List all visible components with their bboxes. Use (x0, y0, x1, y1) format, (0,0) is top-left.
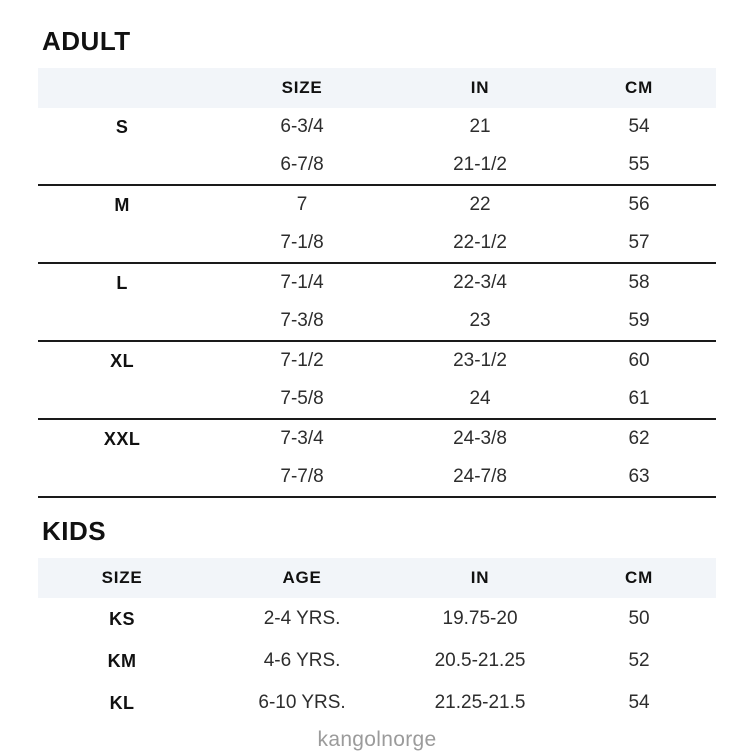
size-group-label: XL (110, 350, 135, 371)
size-group-label: M (114, 194, 130, 215)
column-header-in: IN (398, 68, 562, 108)
table-row (38, 682, 716, 724)
table-row (38, 108, 716, 146)
inches-cell: 24-7/8 (398, 458, 562, 497)
column-header-size: SIZE (206, 68, 398, 108)
column-header-age: AGE (206, 558, 398, 598)
cm-cell: 55 (562, 146, 716, 185)
size-group-label: XXL (103, 428, 141, 449)
table-row (38, 419, 716, 458)
hat-size-cell: 6-3/4 (280, 116, 324, 137)
size-group-label (38, 302, 206, 341)
adult-section-title: ADULT (42, 26, 131, 56)
hat-size-cell: 7 (296, 194, 308, 215)
kids-size-label: KS (109, 608, 136, 629)
inches-cell: 23-1/2 (453, 350, 507, 371)
size-group-label (38, 224, 206, 263)
hat-size-cell: 7-3/4 (280, 428, 324, 449)
cm-cell: 50 (628, 608, 650, 629)
table-row (38, 224, 716, 263)
adult-size-table (38, 68, 716, 498)
hat-size-cell: 7-1/2 (280, 350, 324, 371)
size-group-label: S (115, 116, 129, 137)
footer-brand: kangolnorge (317, 728, 437, 751)
inches-cell: 21.25-21.5 (434, 692, 526, 713)
inches-cell: 21 (469, 116, 491, 137)
cm-cell: 54 (628, 116, 650, 137)
inches-cell: 24-3/8 (453, 428, 507, 449)
column-header-cm: CM (562, 558, 716, 598)
table-row (38, 380, 716, 419)
inches-cell: 24 (398, 380, 562, 419)
table-row (38, 640, 716, 682)
cm-cell: 59 (562, 302, 716, 341)
table-row (38, 185, 716, 224)
size-group-label (38, 380, 206, 419)
size-group-label (38, 146, 206, 185)
hat-size-cell: 7-1/8 (206, 224, 398, 263)
size-group-label (38, 458, 206, 497)
inches-cell: 23 (398, 302, 562, 341)
kids-header-row (38, 558, 716, 598)
hat-size-cell: 7-7/8 (206, 458, 398, 497)
cm-cell: 61 (562, 380, 716, 419)
age-cell: 2-4 YRS. (263, 608, 341, 629)
kids-size-label: KM (107, 650, 137, 671)
column-header-blank (38, 68, 206, 108)
inches-cell: 19.75-20 (442, 608, 518, 629)
cm-cell: 54 (628, 692, 650, 713)
cm-cell: 62 (628, 428, 650, 449)
cm-cell: 58 (628, 272, 650, 293)
hat-size-cell: 6-7/8 (206, 146, 398, 185)
table-row (38, 302, 716, 341)
table-row (38, 263, 716, 302)
cm-cell: 60 (628, 350, 650, 371)
kids-size-table (38, 558, 716, 724)
cm-cell: 52 (628, 650, 650, 671)
hat-size-cell: 7-3/8 (206, 302, 398, 341)
cm-cell: 56 (628, 194, 650, 215)
kids-section-title: KIDS (42, 516, 107, 546)
inches-cell: 20.5-21.25 (434, 650, 526, 671)
hat-size-cell: 7-5/8 (206, 380, 398, 419)
inches-cell: 21-1/2 (398, 146, 562, 185)
adult-header-row (38, 68, 716, 108)
cm-cell: 63 (562, 458, 716, 497)
age-cell: 4-6 YRS. (263, 650, 341, 671)
hat-size-cell: 7-1/4 (280, 272, 324, 293)
size-group-label: L (116, 272, 128, 293)
age-cell: 6-10 YRS. (258, 692, 346, 713)
table-row (38, 458, 716, 497)
cm-cell: 57 (562, 224, 716, 263)
column-header-in: IN (398, 558, 562, 598)
inches-cell: 22-1/2 (398, 224, 562, 263)
table-row (38, 598, 716, 640)
inches-cell: 22-3/4 (453, 272, 507, 293)
table-row (38, 146, 716, 185)
column-header-cm: CM (562, 68, 716, 108)
table-row (38, 341, 716, 380)
kids-size-label: KL (109, 692, 135, 713)
column-header-size: SIZE (38, 558, 206, 598)
inches-cell: 22 (469, 194, 491, 215)
